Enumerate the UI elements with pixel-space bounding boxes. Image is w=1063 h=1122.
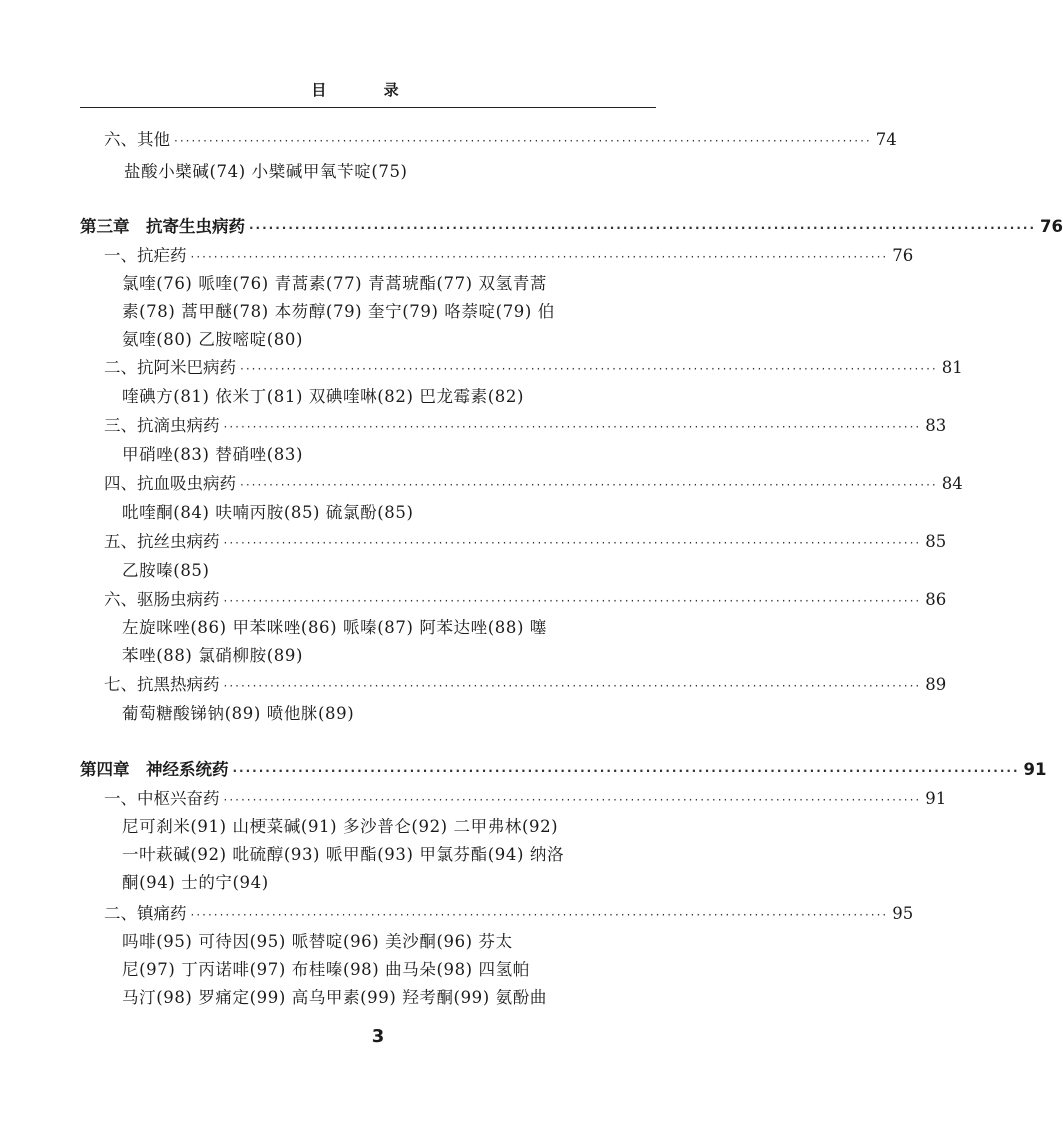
drug-list	[122, 928, 547, 1012]
entry-label: 第三章 抗寄生虫病药	[80, 217, 245, 236]
entry-label: 六、驱肠虫病药	[104, 590, 220, 609]
entry-page-number: 76	[1040, 217, 1063, 236]
entry-page-number: 91	[1023, 760, 1047, 779]
drug-list-line: 马汀(98) 罗痛定(99) 高乌甲素(99) 羟考酮(99) 氨酚曲	[122, 988, 547, 1007]
section-entry[interactable]	[104, 128, 897, 154]
entry-page-number: 76	[892, 246, 914, 265]
drug-list-line: 盐酸小檗碱(74) 小檗碱甲氧苄啶(75)	[124, 162, 408, 181]
dot-leader: ························································································································	[174, 134, 872, 148]
entry-page-number: 85	[925, 532, 947, 551]
drug-list-line: 氨喹(80) 乙胺嘧啶(80)	[122, 330, 303, 349]
drug-list-line: 一叶萩碱(92) 吡硫醇(93) 哌甲酯(93) 甲氯芬酯(94) 纳洛	[122, 845, 565, 864]
entry-label: 四、抗血吸虫病药	[104, 474, 236, 493]
drug-list-line: 素(78) 蒿甲醚(78) 本芴醇(79) 奎宁(79) 咯萘啶(79) 伯	[122, 302, 555, 321]
dot-leader: ························································································································	[223, 793, 922, 807]
drug-list-line: 甲硝唑(83) 替硝唑(83)	[122, 445, 303, 464]
entry-label: 一、抗疟药	[104, 246, 187, 265]
drug-list	[124, 158, 408, 186]
dot-leader: ························································································································	[240, 478, 938, 492]
entry-page-number: 89	[925, 675, 947, 694]
chapter-entry[interactable]	[80, 215, 1063, 241]
entry-label: 三、抗滴虫病药	[104, 416, 220, 435]
dot-leader: ························································································································	[223, 594, 922, 608]
drug-list	[122, 700, 354, 728]
drug-list-line: 苯唑(88) 氯硝柳胺(89)	[122, 646, 303, 665]
dot-leader: ························································································································	[223, 536, 922, 550]
drug-list-line: 尼(97) 丁丙诺啡(97) 布桂嗪(98) 曲马朵(98) 四氢帕	[122, 960, 530, 979]
entry-label: 五、抗丝虫病药	[104, 532, 220, 551]
section-entry[interactable]	[104, 530, 947, 556]
entry-label: 第四章 神经系统药	[80, 760, 229, 779]
section-entry[interactable]	[104, 356, 963, 382]
drug-list-line: 喹碘方(81) 依米丁(81) 双碘喹啉(82) 巴龙霉素(82)	[122, 387, 525, 406]
dot-leader: ························································································································	[249, 221, 1037, 235]
section-entry[interactable]	[104, 414, 947, 440]
entry-label: 一、中枢兴奋药	[104, 789, 220, 808]
drug-list	[122, 614, 547, 670]
entry-label: 七、抗黑热病药	[104, 675, 220, 694]
drug-list-line: 吡喹酮(84) 呋喃丙胺(85) 硫氯酚(85)	[122, 503, 414, 522]
dot-leader: ························································································································	[190, 908, 889, 922]
drug-list-line: 左旋咪唑(86) 甲苯咪唑(86) 哌嗪(87) 阿苯达唑(88) 噻	[122, 618, 547, 637]
entry-page-number: 86	[925, 590, 947, 609]
dot-leader: ························································································································	[223, 420, 922, 434]
dot-leader: ························································································································	[190, 250, 889, 264]
entry-page-number: 74	[875, 130, 897, 149]
entry-label: 二、抗阿米巴病药	[104, 358, 236, 377]
drug-list	[122, 270, 555, 354]
entry-page-number: 81	[941, 358, 963, 377]
drug-list-line: 葡萄糖酸锑钠(89) 喷他脒(89)	[122, 704, 355, 723]
section-entry[interactable]	[104, 902, 914, 928]
drug-list-line: 尼可刹米(91) 山梗菜碱(91) 多沙普仑(92) 二甲弗林(92)	[122, 817, 559, 836]
entry-page-number: 83	[925, 416, 947, 435]
section-entry[interactable]	[104, 673, 947, 699]
header-title: 目 录	[311, 81, 425, 99]
drug-list-line: 酮(94) 士的宁(94)	[122, 873, 269, 892]
section-entry[interactable]	[104, 472, 963, 498]
drug-list	[122, 383, 524, 411]
drug-list-line: 吗啡(95) 可待因(95) 哌替啶(96) 美沙酮(96) 芬太	[122, 932, 513, 951]
drug-list	[122, 441, 303, 469]
entry-page-number: 84	[941, 474, 963, 493]
entry-label: 六、其他	[104, 130, 170, 149]
drug-list	[122, 499, 414, 527]
drug-list-line: 氯喹(76) 哌喹(76) 青蒿素(77) 青蒿琥酯(77) 双氢青蒿	[122, 274, 547, 293]
entry-page-number: 95	[892, 904, 914, 923]
dot-leader: ························································································································	[240, 362, 938, 376]
page-number: 3	[371, 1026, 385, 1047]
dot-leader: ························································································································	[232, 764, 1020, 778]
dot-leader: ························································································································	[223, 679, 922, 693]
section-entry[interactable]	[104, 588, 947, 614]
section-entry[interactable]	[104, 787, 947, 813]
section-entry[interactable]	[104, 244, 914, 270]
drug-list-line: 乙胺嗪(85)	[122, 561, 210, 580]
chapter-entry[interactable]	[80, 758, 1047, 784]
entry-page-number: 91	[925, 789, 947, 808]
entry-label: 二、镇痛药	[104, 904, 187, 923]
drug-list	[122, 813, 564, 897]
drug-list	[122, 557, 210, 585]
